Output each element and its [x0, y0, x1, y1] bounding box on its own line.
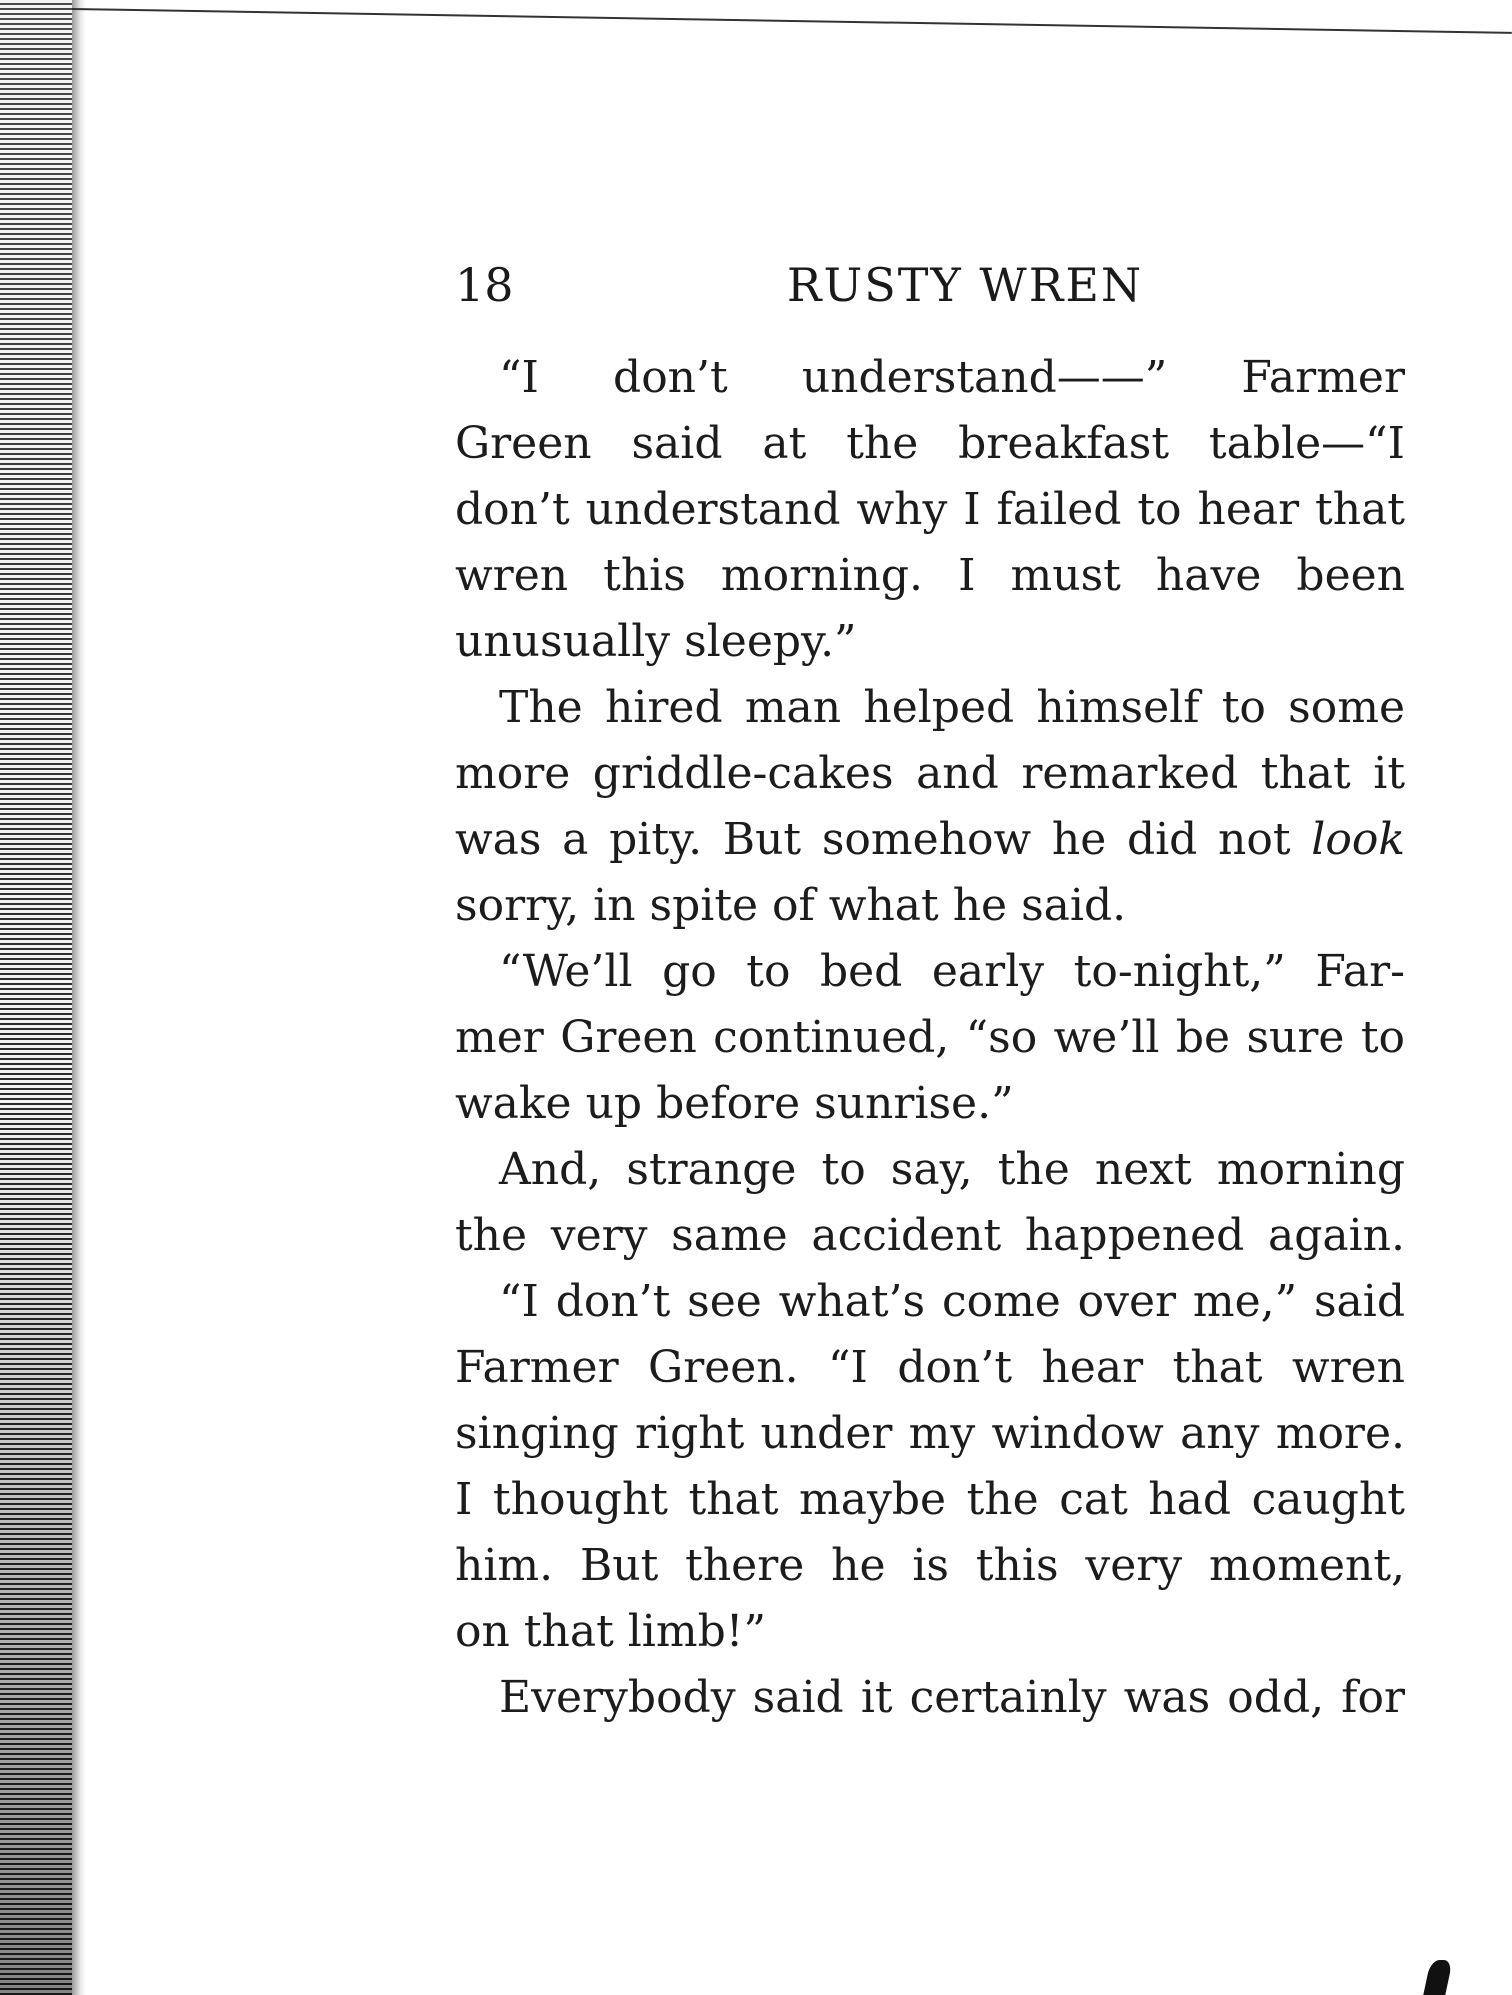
text-line: him. But there he is this very moment,: [455, 1540, 1405, 1591]
text-line: Green said at the breakfast table—“I: [455, 418, 1405, 469]
text-line: “I don’t understand——” Farmer: [499, 352, 1405, 403]
text-line: wake up before sunrise.”: [455, 1078, 1014, 1129]
text-line: mer Green continued, “so we’ll be sure to: [455, 1012, 1405, 1063]
body-text: [455, 345, 1405, 1731]
page-gutter-shadow: [72, 0, 86, 1995]
ink-mark: [1423, 1960, 1452, 1995]
text-line: And, strange to say, the next morning: [499, 1144, 1405, 1195]
emphasis: look: [1311, 814, 1405, 865]
text-line: “I don’t see what’s come over me,” said: [499, 1276, 1405, 1327]
text-line: unusually sleepy.”: [455, 616, 857, 667]
book-binding-edge: [0, 0, 72, 1995]
text-line: I thought that maybe the cat had caught: [455, 1474, 1405, 1525]
text-line: “We’ll go to bed early to-night,” Far-: [499, 946, 1405, 997]
running-head: RUSTY WREN: [786, 258, 1144, 312]
text-line: The hired man helped himself to some: [499, 682, 1405, 733]
text-line: the very same accident happened again.: [455, 1210, 1405, 1261]
text-line: Farmer Green. “I don’t hear that wren: [455, 1342, 1405, 1393]
page-header: [455, 255, 1405, 315]
text-line: sorry, in spite of what he said.: [455, 880, 1127, 931]
text-line: more griddle-cakes and remarked that it: [455, 748, 1405, 799]
text-line: Everybody said it certainly was odd, for: [499, 1672, 1405, 1723]
text-line: don’t understand why I failed to hear that: [455, 484, 1405, 535]
text-line: was a pity. But somehow he did not look: [455, 814, 1405, 865]
text-line: wren this morning. I must have been: [455, 550, 1405, 601]
page-top-edge: [72, 8, 1512, 34]
text-line: singing right under my window any more.: [455, 1408, 1405, 1459]
page-number: 18: [455, 258, 514, 312]
text-line: on that limb!”: [455, 1606, 766, 1657]
